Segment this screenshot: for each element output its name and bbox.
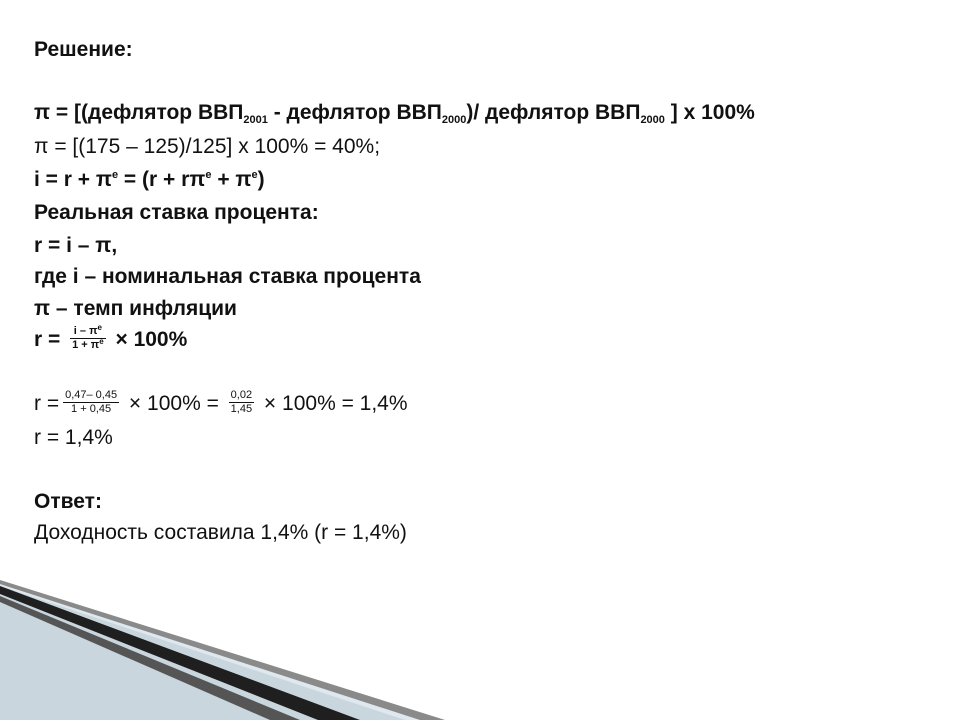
solution-heading: Решение: — [34, 38, 133, 61]
inflation-formula: π = [(дефлятор $ВВП_{2001}$ - дефлятор $ВВП_{2000})/$ дефлятор $ВВП_{2000}$ ] х 100% — [34, 101, 755, 126]
fraction: $\frac{0,02}{1,45}$ — [230, 388, 253, 415]
fraction: $\frac{i - \pi^е}{1 + \pi^е}$ — [72, 322, 104, 351]
real-rate-calculation: r = $\frac{0,47- 0,45}{1 + 0,45}$ × 100% = $\frac{0,02}{1,45}$ × 100% = 1,4% — [34, 388, 408, 415]
decorative-stripe-graphic — [0, 580, 960, 720]
inflation-calculation: π = [(175 – 125)/125] х 100% = 40%; — [34, 135, 381, 158]
definition-nominal-rate: где i – номинальная ставка процента — [34, 265, 421, 288]
definition-inflation-rate: π – темп инфляции — [34, 297, 237, 320]
fisher-equation: $i = r + \pi^е = (r + r\pi^е + \pi^е)$ — [34, 168, 265, 191]
real-rate-formula: r = i – π, — [34, 234, 118, 257]
real-rate-result: r = 1,4% — [34, 426, 113, 449]
real-rate-fraction-formula: r = $\frac{i - \pi^е}{1 + \pi^е}$ × 100% — [34, 322, 188, 351]
answer-text: Доходность составила 1,4% (r = 1,4%) — [34, 521, 407, 544]
fraction: $\frac{0,47- 0,45}{1 + 0,45}$ — [65, 388, 118, 415]
answer-heading: Ответ: — [34, 490, 102, 513]
real-rate-heading: Реальная ставка процента: — [34, 201, 319, 224]
